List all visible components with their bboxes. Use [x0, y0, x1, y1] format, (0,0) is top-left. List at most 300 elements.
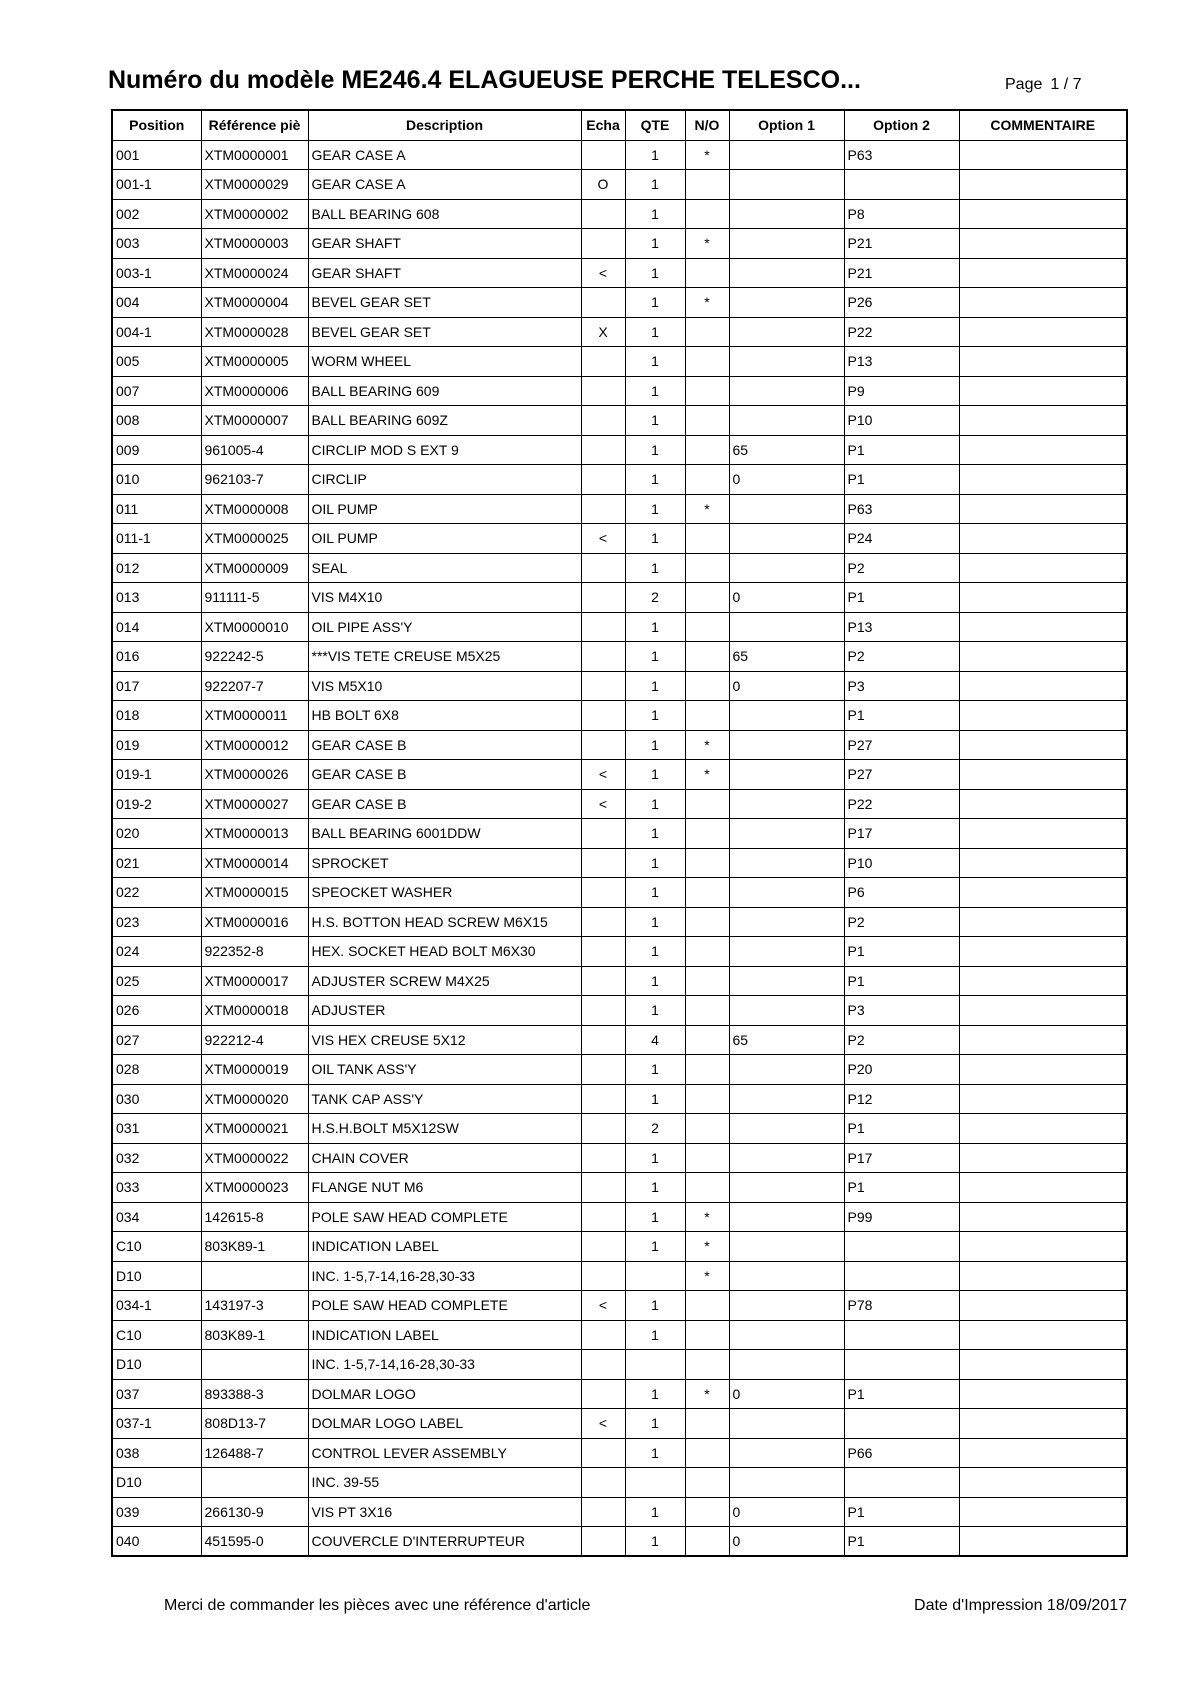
cell-option2	[844, 1468, 959, 1498]
cell-option2: P22	[844, 317, 959, 347]
cell-description: DOLMAR LOGO	[308, 1379, 581, 1409]
cell-commentaire	[959, 258, 1127, 288]
cell-option1	[729, 760, 844, 790]
col-header-no: N/O	[685, 110, 729, 140]
cell-position: 022	[112, 878, 201, 908]
cell-option1: 0	[729, 1497, 844, 1527]
cell-echa	[581, 1202, 625, 1232]
cell-option2: P6	[844, 878, 959, 908]
cell-description: OIL PUMP	[308, 494, 581, 524]
cell-option2: P21	[844, 258, 959, 288]
cell-option2	[844, 1350, 959, 1380]
cell-position: 038	[112, 1438, 201, 1468]
cell-echa	[581, 288, 625, 318]
cell-option1	[729, 288, 844, 318]
cell-echa	[581, 465, 625, 495]
cell-reference: 803K89-1	[201, 1320, 308, 1350]
cell-position: 019	[112, 730, 201, 760]
table-row	[112, 1527, 1127, 1557]
cell-echa	[581, 140, 625, 170]
cell-echa	[581, 878, 625, 908]
page-label: Page	[1005, 76, 1043, 93]
cell-qte: 1	[625, 760, 685, 790]
cell-no: *	[685, 1232, 729, 1262]
cell-option2: P10	[844, 848, 959, 878]
table-row	[112, 229, 1127, 259]
cell-description: OIL TANK ASS'Y	[308, 1055, 581, 1085]
cell-commentaire	[959, 406, 1127, 436]
cell-reference: XTM0000003	[201, 229, 308, 259]
cell-qte: 1	[625, 1497, 685, 1527]
cell-commentaire	[959, 229, 1127, 259]
cell-qte: 1	[625, 878, 685, 908]
col-header-description: Description	[308, 110, 581, 140]
cell-no	[685, 199, 729, 229]
cell-no	[685, 1173, 729, 1203]
cell-echa	[581, 1438, 625, 1468]
cell-option2: P27	[844, 760, 959, 790]
cell-description: VIS PT 3X16	[308, 1497, 581, 1527]
cell-option2	[844, 1232, 959, 1262]
cell-no	[685, 524, 729, 554]
cell-option1	[729, 1055, 844, 1085]
cell-commentaire	[959, 1468, 1127, 1498]
cell-option2: P2	[844, 1025, 959, 1055]
cell-option1: 0	[729, 583, 844, 613]
cell-position: C10	[112, 1232, 201, 1262]
cell-option2: P10	[844, 406, 959, 436]
cell-no	[685, 878, 729, 908]
cell-position: 012	[112, 553, 201, 583]
cell-option1	[729, 1350, 844, 1380]
cell-echa	[581, 1232, 625, 1262]
cell-no: *	[685, 229, 729, 259]
cell-echa	[581, 1320, 625, 1350]
cell-position: 016	[112, 642, 201, 672]
cell-commentaire	[959, 170, 1127, 200]
cell-no	[685, 789, 729, 819]
cell-echa: <	[581, 524, 625, 554]
cell-option2	[844, 1320, 959, 1350]
cell-description: ADJUSTER	[308, 996, 581, 1026]
cell-commentaire	[959, 819, 1127, 849]
cell-qte: 1	[625, 406, 685, 436]
cell-position: 028	[112, 1055, 201, 1085]
cell-commentaire	[959, 1232, 1127, 1262]
cell-commentaire	[959, 848, 1127, 878]
cell-option2: P1	[844, 966, 959, 996]
cell-reference: 266130-9	[201, 1497, 308, 1527]
document-title: Numéro du modèle ME246.4 ELAGUEUSE PERCHE TELESCO...	[108, 66, 861, 94]
cell-description: HEX. SOCKET HEAD BOLT M6X30	[308, 937, 581, 967]
cell-qte: 1	[625, 229, 685, 259]
cell-reference: 911111-5	[201, 583, 308, 613]
cell-commentaire	[959, 1379, 1127, 1409]
table-row	[112, 819, 1127, 849]
cell-option1	[729, 819, 844, 849]
cell-option1	[729, 1468, 844, 1498]
cell-commentaire	[959, 1261, 1127, 1291]
cell-option1	[729, 1438, 844, 1468]
cell-reference: XTM0000004	[201, 288, 308, 318]
cell-echa	[581, 612, 625, 642]
cell-no	[685, 170, 729, 200]
cell-option2: P2	[844, 642, 959, 672]
cell-position: 033	[112, 1173, 201, 1203]
table-row	[112, 1261, 1127, 1291]
cell-no	[685, 1350, 729, 1380]
cell-commentaire	[959, 1055, 1127, 1085]
cell-position: 026	[112, 996, 201, 1026]
cell-commentaire	[959, 1202, 1127, 1232]
table-row	[112, 1173, 1127, 1203]
cell-description: INC. 39-55	[308, 1468, 581, 1498]
cell-echa	[581, 1261, 625, 1291]
cell-qte: 1	[625, 140, 685, 170]
cell-qte: 1	[625, 553, 685, 583]
cell-option2: P1	[844, 701, 959, 731]
cell-commentaire	[959, 1320, 1127, 1350]
cell-option2: P9	[844, 376, 959, 406]
cell-option1	[729, 170, 844, 200]
cell-qte: 1	[625, 730, 685, 760]
cell-echa	[581, 494, 625, 524]
cell-reference: XTM0000011	[201, 701, 308, 731]
cell-qte: 1	[625, 819, 685, 849]
cell-option1	[729, 1143, 844, 1173]
cell-description: INC. 1-5,7-14,16-28,30-33	[308, 1261, 581, 1291]
cell-qte: 1	[625, 1409, 685, 1439]
cell-qte: 1	[625, 1320, 685, 1350]
cell-position: 021	[112, 848, 201, 878]
cell-description: FLANGE NUT M6	[308, 1173, 581, 1203]
cell-position: D10	[112, 1350, 201, 1380]
cell-description: GEAR CASE A	[308, 170, 581, 200]
cell-reference: XTM0000002	[201, 199, 308, 229]
cell-reference	[201, 1350, 308, 1380]
cell-no	[685, 848, 729, 878]
table-row	[112, 1379, 1127, 1409]
page-number: 1 / 7	[1050, 76, 1082, 93]
cell-echa	[581, 583, 625, 613]
table-row	[112, 907, 1127, 937]
cell-qte	[625, 1350, 685, 1380]
cell-reference: XTM0000027	[201, 789, 308, 819]
cell-echa	[581, 229, 625, 259]
cell-commentaire	[959, 1350, 1127, 1380]
cell-description: H.S.H.BOLT M5X12SW	[308, 1114, 581, 1144]
cell-echa	[581, 848, 625, 878]
cell-no	[685, 1438, 729, 1468]
cell-no	[685, 907, 729, 937]
cell-position: 034	[112, 1202, 201, 1232]
cell-no	[685, 937, 729, 967]
cell-option1	[729, 140, 844, 170]
table-row	[112, 435, 1127, 465]
cell-reference: XTM0000012	[201, 730, 308, 760]
cell-option1: 65	[729, 1025, 844, 1055]
cell-option2: P17	[844, 1143, 959, 1173]
table-row	[112, 701, 1127, 731]
cell-description: INDICATION LABEL	[308, 1232, 581, 1262]
cell-echa: <	[581, 1291, 625, 1321]
cell-option2: P1	[844, 1497, 959, 1527]
cell-option1	[729, 1084, 844, 1114]
cell-position: 008	[112, 406, 201, 436]
cell-option2: P1	[844, 435, 959, 465]
cell-no	[685, 1527, 729, 1557]
cell-option2: P21	[844, 229, 959, 259]
table-header-row	[112, 110, 1127, 140]
cell-description: OIL PUMP	[308, 524, 581, 554]
table-row	[112, 406, 1127, 436]
cell-option1: 0	[729, 671, 844, 701]
cell-position: 005	[112, 347, 201, 377]
cell-qte: 1	[625, 435, 685, 465]
cell-description: POLE SAW HEAD COMPLETE	[308, 1202, 581, 1232]
cell-position: C10	[112, 1320, 201, 1350]
cell-echa	[581, 1055, 625, 1085]
cell-reference: XTM0000007	[201, 406, 308, 436]
cell-position: 001	[112, 140, 201, 170]
col-header-reference: Référence piè	[201, 110, 308, 140]
cell-option2: P27	[844, 730, 959, 760]
cell-echa	[581, 199, 625, 229]
table-row	[112, 996, 1127, 1026]
cell-description: BALL BEARING 6001DDW	[308, 819, 581, 849]
cell-option1	[729, 907, 844, 937]
cell-position: 034-1	[112, 1291, 201, 1321]
cell-option2: P78	[844, 1291, 959, 1321]
cell-option1	[729, 937, 844, 967]
cell-position: 003-1	[112, 258, 201, 288]
cell-option1	[729, 258, 844, 288]
cell-reference: XTM0000014	[201, 848, 308, 878]
cell-reference: XTM0000028	[201, 317, 308, 347]
cell-qte: 1	[625, 966, 685, 996]
table-row	[112, 494, 1127, 524]
cell-option2: P2	[844, 907, 959, 937]
cell-position: 037-1	[112, 1409, 201, 1439]
cell-position: 025	[112, 966, 201, 996]
cell-option1	[729, 966, 844, 996]
cell-reference: 922212-4	[201, 1025, 308, 1055]
cell-option2: P13	[844, 612, 959, 642]
cell-commentaire	[959, 288, 1127, 318]
table-row	[112, 1291, 1127, 1321]
cell-option1	[729, 996, 844, 1026]
cell-option1	[729, 376, 844, 406]
cell-position: 009	[112, 435, 201, 465]
cell-commentaire	[959, 199, 1127, 229]
cell-option2: P13	[844, 347, 959, 377]
cell-no: *	[685, 730, 729, 760]
cell-echa	[581, 701, 625, 731]
col-header-option1: Option 1	[729, 110, 844, 140]
cell-description: GEAR CASE B	[308, 789, 581, 819]
cell-commentaire	[959, 730, 1127, 760]
cell-qte: 1	[625, 996, 685, 1026]
cell-no: *	[685, 1202, 729, 1232]
cell-position: 010	[112, 465, 201, 495]
table-row	[112, 1350, 1127, 1380]
cell-commentaire	[959, 642, 1127, 672]
cell-option2: P17	[844, 819, 959, 849]
cell-commentaire	[959, 494, 1127, 524]
table-row	[112, 1232, 1127, 1262]
cell-commentaire	[959, 612, 1127, 642]
cell-position: 027	[112, 1025, 201, 1055]
cell-commentaire	[959, 524, 1127, 554]
cell-reference: XTM0000006	[201, 376, 308, 406]
table-row	[112, 730, 1127, 760]
cell-position: 040	[112, 1527, 201, 1557]
cell-no	[685, 819, 729, 849]
cell-description: VIS HEX CREUSE 5X12	[308, 1025, 581, 1055]
cell-no	[685, 701, 729, 731]
cell-no	[685, 996, 729, 1026]
cell-description: SPROCKET	[308, 848, 581, 878]
cell-reference: 962103-7	[201, 465, 308, 495]
cell-option2: P24	[844, 524, 959, 554]
cell-reference: 961005-4	[201, 435, 308, 465]
cell-no	[685, 376, 729, 406]
cell-qte: 1	[625, 642, 685, 672]
cell-option1	[729, 1409, 844, 1439]
cell-option2: P1	[844, 465, 959, 495]
cell-qte: 1	[625, 1527, 685, 1557]
cell-qte: 1	[625, 258, 685, 288]
cell-position: 023	[112, 907, 201, 937]
table-row	[112, 1114, 1127, 1144]
cell-description: GEAR CASE A	[308, 140, 581, 170]
cell-commentaire	[959, 553, 1127, 583]
cell-echa: X	[581, 317, 625, 347]
cell-option2: P3	[844, 996, 959, 1026]
cell-no	[685, 1320, 729, 1350]
cell-option2	[844, 1409, 959, 1439]
cell-echa	[581, 966, 625, 996]
cell-no	[685, 583, 729, 613]
cell-description: VIS M5X10	[308, 671, 581, 701]
cell-no	[685, 1055, 729, 1085]
cell-option2: P1	[844, 583, 959, 613]
cell-qte: 1	[625, 701, 685, 731]
cell-qte: 1	[625, 288, 685, 318]
table-row	[112, 317, 1127, 347]
cell-reference: 143197-3	[201, 1291, 308, 1321]
cell-qte: 4	[625, 1025, 685, 1055]
cell-echa	[581, 1497, 625, 1527]
cell-reference: 803K89-1	[201, 1232, 308, 1262]
cell-reference: XTM0000026	[201, 760, 308, 790]
cell-option1: 65	[729, 642, 844, 672]
cell-position: 032	[112, 1143, 201, 1173]
cell-position: 004-1	[112, 317, 201, 347]
cell-option2: P1	[844, 1527, 959, 1557]
cell-position: 014	[112, 612, 201, 642]
cell-commentaire	[959, 465, 1127, 495]
cell-option1	[729, 1114, 844, 1144]
cell-option1	[729, 612, 844, 642]
cell-echa	[581, 1143, 625, 1173]
cell-position: 019-1	[112, 760, 201, 790]
cell-description: H.S. BOTTON HEAD SCREW M6X15	[308, 907, 581, 937]
cell-no	[685, 347, 729, 377]
cell-commentaire	[959, 1025, 1127, 1055]
cell-option1	[729, 789, 844, 819]
cell-qte: 1	[625, 1055, 685, 1085]
cell-qte: 1	[625, 937, 685, 967]
cell-echa	[581, 553, 625, 583]
cell-description: INDICATION LABEL	[308, 1320, 581, 1350]
cell-reference	[201, 1261, 308, 1291]
cell-echa: O	[581, 170, 625, 200]
cell-reference: 451595-0	[201, 1527, 308, 1557]
table-row	[112, 1320, 1127, 1350]
table-row	[112, 966, 1127, 996]
cell-description: HB BOLT 6X8	[308, 701, 581, 731]
cell-reference: XTM0000021	[201, 1114, 308, 1144]
cell-reference: XTM0000008	[201, 494, 308, 524]
cell-description: GEAR SHAFT	[308, 258, 581, 288]
cell-option2: P1	[844, 1114, 959, 1144]
cell-position: 039	[112, 1497, 201, 1527]
cell-echa	[581, 376, 625, 406]
cell-reference: XTM0000024	[201, 258, 308, 288]
cell-echa	[581, 1527, 625, 1557]
cell-commentaire	[959, 317, 1127, 347]
cell-option1	[729, 1291, 844, 1321]
cell-option2: P3	[844, 671, 959, 701]
cell-no	[685, 258, 729, 288]
table-row	[112, 878, 1127, 908]
cell-description: ADJUSTER SCREW M4X25	[308, 966, 581, 996]
cell-reference: XTM0000022	[201, 1143, 308, 1173]
cell-commentaire	[959, 583, 1127, 613]
cell-no	[685, 435, 729, 465]
table-row	[112, 583, 1127, 613]
cell-position: 007	[112, 376, 201, 406]
cell-commentaire	[959, 1084, 1127, 1114]
cell-commentaire	[959, 966, 1127, 996]
cell-commentaire	[959, 1143, 1127, 1173]
cell-reference: XTM0000001	[201, 140, 308, 170]
table-row	[112, 258, 1127, 288]
cell-description: CIRCLIP MOD S EXT 9	[308, 435, 581, 465]
cell-reference: XTM0000013	[201, 819, 308, 849]
cell-description: WORM WHEEL	[308, 347, 581, 377]
cell-no	[685, 406, 729, 436]
cell-commentaire	[959, 760, 1127, 790]
table-row	[112, 612, 1127, 642]
cell-qte: 1	[625, 317, 685, 347]
cell-qte: 1	[625, 170, 685, 200]
cell-echa: <	[581, 258, 625, 288]
cell-no	[685, 1084, 729, 1114]
cell-qte: 1	[625, 671, 685, 701]
cell-qte: 1	[625, 1379, 685, 1409]
cell-position: 024	[112, 937, 201, 967]
col-header-echa: Echa	[581, 110, 625, 140]
table-row	[112, 760, 1127, 790]
cell-option1	[729, 347, 844, 377]
table-row	[112, 848, 1127, 878]
cell-no: *	[685, 1261, 729, 1291]
cell-qte: 1	[625, 347, 685, 377]
cell-description: GEAR CASE B	[308, 760, 581, 790]
cell-commentaire	[959, 907, 1127, 937]
